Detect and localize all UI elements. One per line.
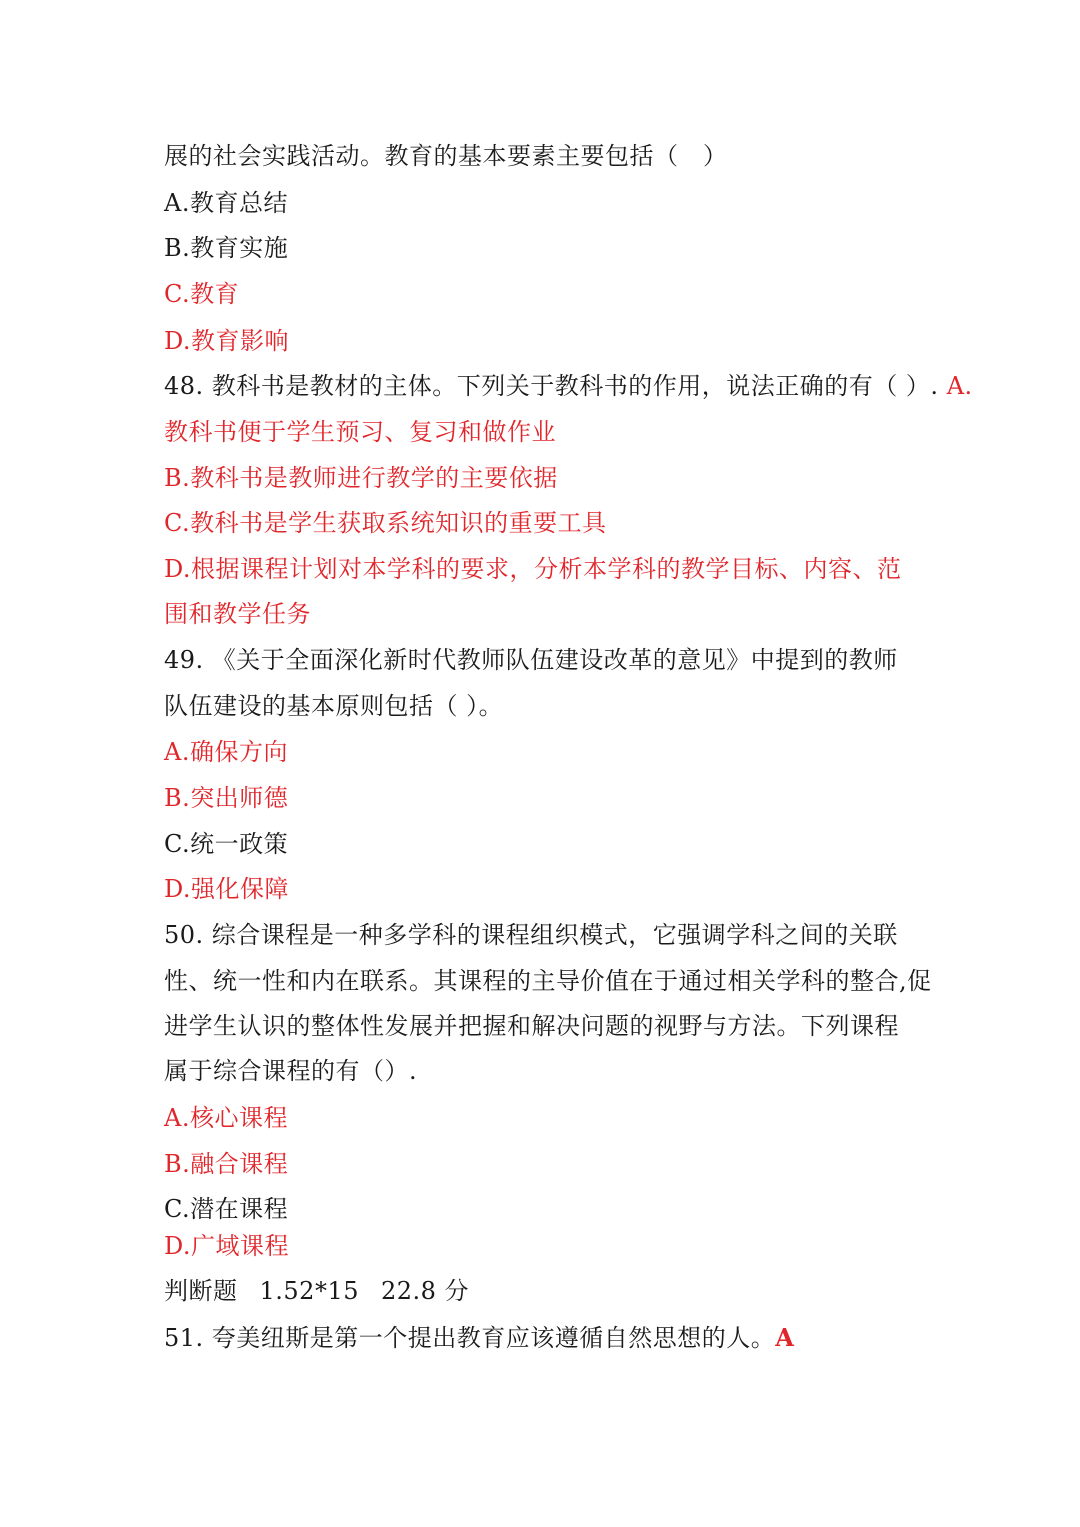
q47-option-b: B.教育实施	[164, 234, 289, 262]
q47-option-c-answer: C.教育	[164, 280, 240, 308]
section-formula: 1.52*15	[259, 1277, 359, 1305]
q48-option-d-answer-line2: 围和教学任务	[164, 600, 311, 628]
q48-option-d-answer-line1: D.根据课程计划对本学科的要求，分析本学科的教学目标、内容、范	[164, 555, 902, 583]
q50-option-a-answer: A.核心课程	[164, 1104, 288, 1132]
section-header	[164, 1275, 924, 1307]
q50-option-b-answer: B.融合课程	[164, 1150, 289, 1178]
q50-stem-line1: 50. 综合课程是一种多学科的课程组织模式，它强调学科之间的关联	[164, 921, 898, 949]
q48-option-b-answer: B.教科书是教师进行教学的主要依据	[164, 464, 558, 492]
q49-option-a-answer: A.确保方向	[164, 738, 288, 766]
q48-stem: 48. 教科书是教材的主体。下列关于教科书的作用，说法正确的有（ ）.	[164, 372, 939, 400]
q50-option-d-answer: D.广域课程	[164, 1232, 290, 1260]
q51-answer: A	[775, 1323, 795, 1352]
q49-stem-line1: 49. 《关于全面深化新时代教师队伍建设改革的意见》中提到的教师	[164, 646, 898, 674]
q48-option-a-text: 教科书便于学生预习、复习和做作业	[164, 418, 556, 446]
q48-stem-line	[164, 370, 973, 402]
q47-option-d-answer: D.教育影响	[164, 327, 290, 355]
q50-stem-line2: 性、统一性和内在联系。其课程的主导价值在于通过相关学科的整合,促	[164, 967, 932, 995]
q51-stem: 51. 夸美纽斯是第一个提出教育应该遵循自然思想的人。	[164, 1324, 776, 1352]
q50-option-c: C.潜在课程	[164, 1195, 289, 1223]
q48-option-a-label: A.	[946, 372, 973, 400]
q49-option-d-answer: D.强化保障	[164, 875, 290, 903]
section-total: 22.8 分	[380, 1277, 470, 1305]
q49-stem-line2: 队伍建设的基本原则包括（ ）。	[164, 692, 504, 720]
q49-option-b-answer: B.突出师德	[164, 784, 289, 812]
q47-option-a: A.教育总结	[164, 189, 288, 217]
q50-stem-line3: 进学生认识的整体性发展并把握和解决问题的视野与方法。下列课程	[164, 1012, 899, 1040]
section-title: 判断题	[164, 1277, 238, 1305]
q50-stem-line4: 属于综合课程的有（）.	[164, 1057, 418, 1085]
q47-stem-tail: 展的社会实践活动。教育的基本要素主要包括（ ）	[164, 142, 728, 170]
q51-line	[164, 1322, 924, 1354]
q49-option-c: C.统一政策	[164, 830, 289, 858]
q48-option-c-answer: C.教科书是学生获取系统知识的重要工具	[164, 509, 607, 537]
